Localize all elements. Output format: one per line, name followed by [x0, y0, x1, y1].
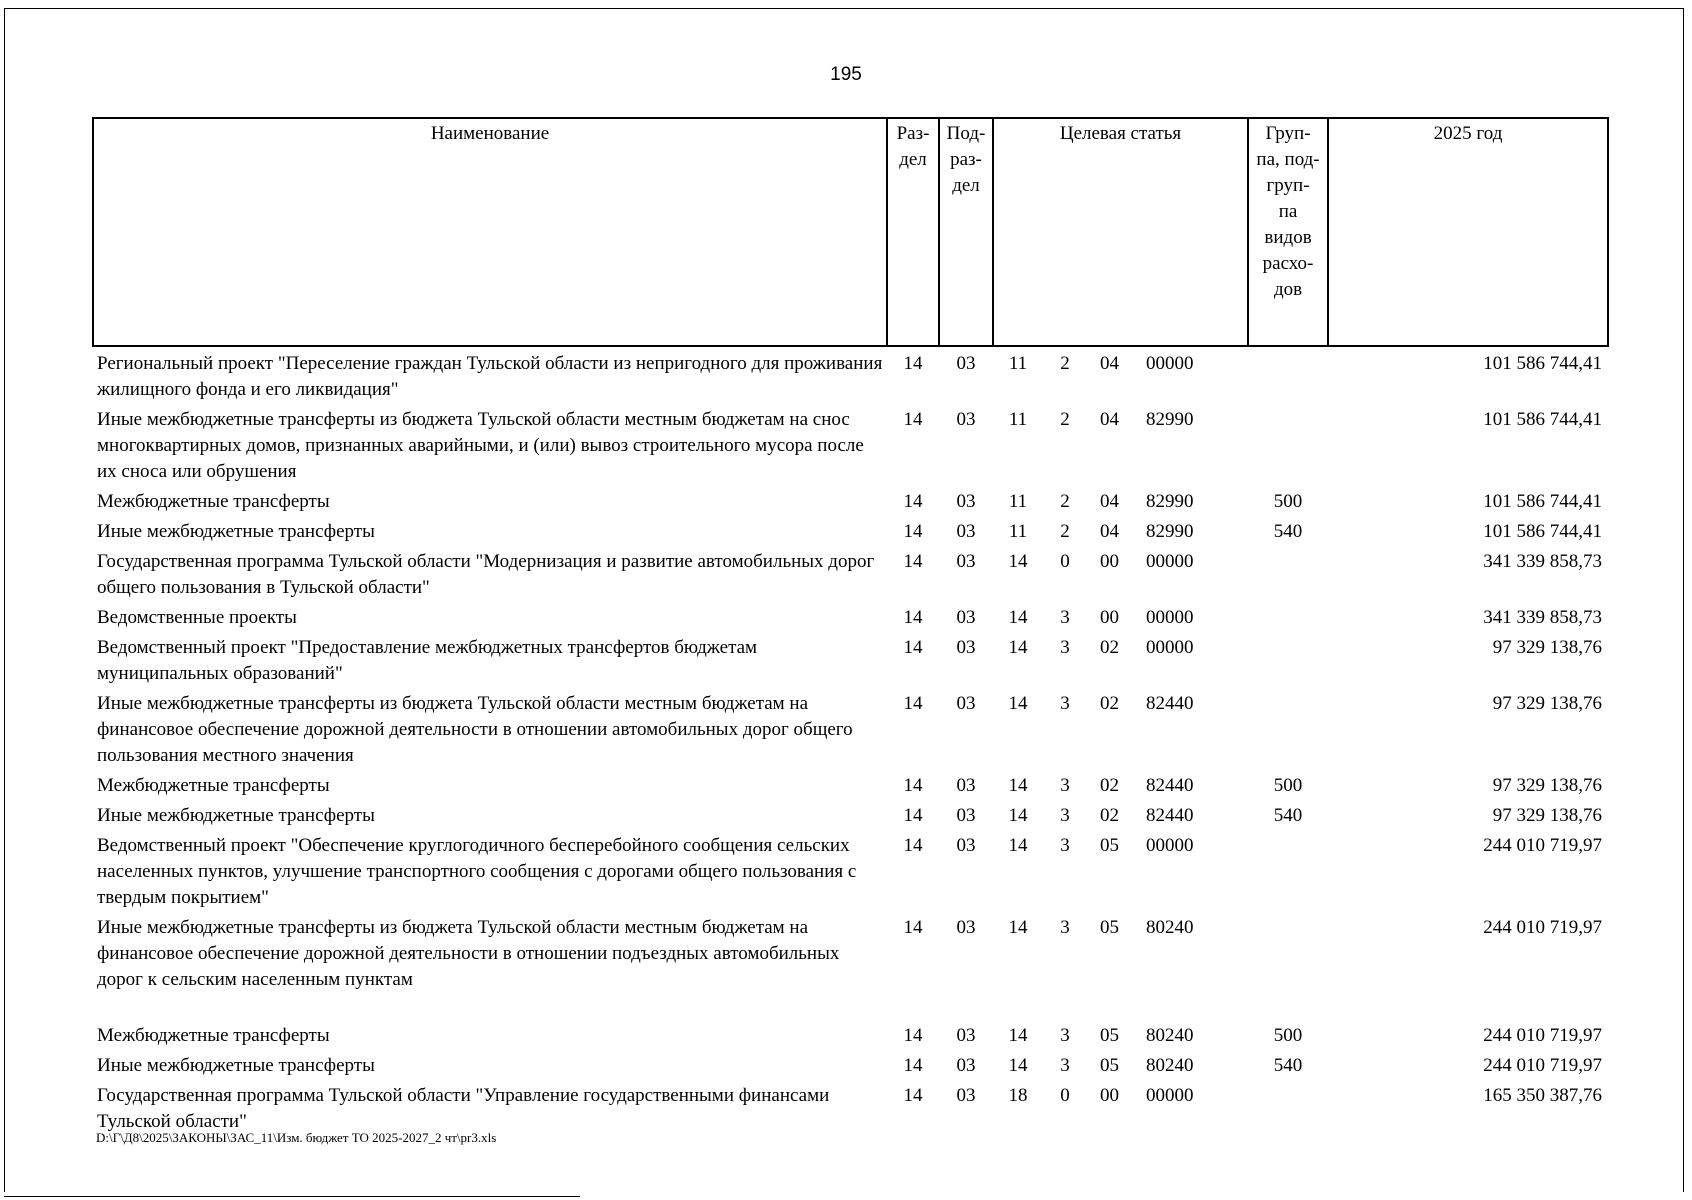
header-group-text: Груп- па, под- груп- па видов расхо- дов: [1256, 123, 1320, 300]
cell-razdel: 14: [903, 1025, 923, 1046]
cell-t3: 02: [1100, 693, 1119, 714]
cell-t4: 00000: [1146, 1085, 1194, 1106]
cell-t4: 80240: [1146, 1025, 1194, 1046]
cell-name: Ведомственный проект "Обеспечение круглогодичного бесперебойного сообщения сельских населенных пунктов, улучшение транспортного сообщения с дорогами общего пользования с твердым покрытием": [97, 835, 857, 908]
header-razdel-text: Раз- дел: [896, 123, 930, 170]
cell-podrazdel: 03: [956, 917, 976, 938]
header-name-text: Наименование: [430, 123, 550, 144]
cell-name: Межбюджетные трансферты: [97, 775, 330, 796]
table-row: [93, 913, 1608, 1021]
cell-t2: 2: [1060, 491, 1070, 512]
cell-group: [1248, 1081, 1328, 1137]
cell-t2: 0: [1060, 551, 1070, 572]
cell-group: 500: [1273, 775, 1303, 796]
cell-amount: 101 586 744,41: [1483, 409, 1603, 430]
cell-t1: 14: [1008, 835, 1028, 856]
budget-table: [92, 117, 1609, 1137]
cell-razdel: 14: [903, 917, 923, 938]
table-row: [93, 1051, 1608, 1081]
cell-group: [1248, 913, 1328, 1021]
cell-podrazdel: 03: [956, 693, 976, 714]
cell-amount: 341 339 858,73: [1483, 607, 1603, 628]
cell-name: Ведомственный проект "Предоставление межбюджетных трансфертов бюджетам муниципальных образований": [97, 637, 758, 684]
cell-podrazdel: 03: [956, 835, 976, 856]
cell-amount: 244 010 719,97: [1483, 917, 1603, 938]
cell-name: Государственная программа Тульской области "Управление государственными финансами Тульской области": [97, 1085, 830, 1132]
table-row: [93, 1021, 1608, 1051]
cell-group: 500: [1273, 491, 1303, 512]
bottom-rule: [4, 1196, 580, 1197]
table-row: [93, 346, 1608, 405]
table-row: [93, 405, 1608, 487]
header-podrazdel: [939, 118, 993, 346]
cell-t4: 80240: [1146, 1055, 1194, 1076]
cell-razdel: 14: [903, 409, 923, 430]
cell-t1: 14: [1008, 607, 1028, 628]
header-target: [993, 118, 1248, 346]
cell-amount: 97 329 138,76: [1492, 693, 1603, 714]
cell-razdel: 14: [903, 637, 923, 658]
cell-t1: 14: [1008, 1055, 1028, 1076]
cell-amount: 97 329 138,76: [1492, 775, 1603, 796]
cell-t3: 05: [1100, 835, 1119, 856]
cell-t4: 00000: [1146, 835, 1194, 856]
cell-podrazdel: 03: [956, 607, 976, 628]
cell-t2: 3: [1060, 607, 1070, 628]
cell-t2: 2: [1060, 353, 1070, 374]
table-row: [93, 689, 1608, 771]
cell-t1: 14: [1008, 775, 1028, 796]
cell-t2: 2: [1060, 409, 1070, 430]
cell-t1: 14: [1008, 805, 1028, 826]
cell-t3: 00: [1100, 607, 1119, 628]
cell-group: 500: [1273, 1025, 1303, 1046]
cell-t3: 02: [1100, 805, 1119, 826]
table-row: [93, 547, 1608, 603]
cell-podrazdel: 03: [956, 1085, 976, 1106]
cell-name: Межбюджетные трансферты: [97, 1025, 330, 1046]
cell-podrazdel: 03: [956, 637, 976, 658]
cell-podrazdel: 03: [956, 775, 976, 796]
table-header: [93, 118, 1608, 346]
table-row: [93, 771, 1608, 801]
header-razdel: [887, 118, 939, 346]
cell-t3: 04: [1100, 353, 1119, 374]
footer-file-path: D:\Г\Д8\2025\ЗАКОНЫ\ЗАС_11\Изм. бюджет ТО 2025-2027_2 чт\pr3.xls: [96, 1130, 497, 1145]
header-group: [1248, 118, 1328, 346]
cell-t3: 05: [1100, 1055, 1119, 1076]
cell-group: [1248, 633, 1328, 689]
cell-razdel: 14: [903, 693, 923, 714]
header-podrazdel-text: Под- раз- дел: [946, 123, 986, 196]
cell-t4: 00000: [1146, 353, 1194, 374]
cell-group: [1248, 831, 1328, 913]
cell-t4: 82990: [1146, 521, 1194, 542]
cell-t3: 02: [1100, 637, 1119, 658]
cell-t4: 00000: [1146, 551, 1194, 572]
table-row: [93, 517, 1608, 547]
cell-t4: 82440: [1146, 775, 1194, 796]
cell-group: 540: [1273, 805, 1303, 826]
cell-t4: 00000: [1146, 637, 1194, 658]
cell-razdel: 14: [903, 835, 923, 856]
cell-razdel: 14: [903, 1085, 923, 1106]
table-row: [93, 603, 1608, 633]
cell-group: [1248, 689, 1328, 771]
cell-t2: 3: [1060, 835, 1070, 856]
cell-name: Межбюджетные трансферты: [97, 491, 330, 512]
cell-t3: 04: [1100, 491, 1119, 512]
cell-t1: 11: [1008, 491, 1028, 512]
header-name: [93, 118, 887, 346]
cell-podrazdel: 03: [956, 491, 976, 512]
cell-t1: 14: [1008, 917, 1028, 938]
cell-t2: 2: [1060, 521, 1070, 542]
cell-razdel: 14: [903, 521, 923, 542]
cell-podrazdel: 03: [956, 353, 976, 374]
cell-razdel: 14: [903, 1055, 923, 1076]
cell-amount: 244 010 719,97: [1483, 1025, 1603, 1046]
cell-name: Иные межбюджетные трансферты из бюджета Тульской области местным бюджетам на финансовое обеспечение дорожной деятельности в отношении автомобильных дорог общего пользования местного значения: [97, 693, 853, 766]
cell-t4: 82990: [1146, 409, 1194, 430]
cell-amount: 101 586 744,41: [1483, 491, 1603, 512]
header-amount-text: 2025 год: [1433, 123, 1503, 144]
cell-t1: 14: [1008, 551, 1028, 572]
cell-podrazdel: 03: [956, 551, 976, 572]
header-target-text: Целевая статья: [1059, 123, 1182, 144]
cell-t3: 05: [1100, 1025, 1119, 1046]
cell-t2: 3: [1060, 1055, 1070, 1076]
cell-group: [1248, 603, 1328, 633]
cell-podrazdel: 03: [956, 805, 976, 826]
cell-t2: 3: [1060, 637, 1070, 658]
cell-amount: 97 329 138,76: [1492, 805, 1603, 826]
cell-t1: 11: [1008, 521, 1028, 542]
cell-razdel: 14: [903, 607, 923, 628]
cell-name: Иные межбюджетные трансферты: [97, 1055, 375, 1076]
page-number: 195: [830, 64, 862, 85]
cell-razdel: 14: [903, 805, 923, 826]
cell-group: 540: [1273, 521, 1303, 542]
cell-t1: 11: [1008, 353, 1028, 374]
cell-name: Иные межбюджетные трансферты из бюджета Тульской области местным бюджетам на снос многоквартирных домов, признанных аварийными, и (или) вывоз строительного мусора после их сноса или обрушения: [97, 409, 864, 482]
cell-amount: 165 350 387,76: [1483, 1085, 1603, 1106]
table-row: [93, 1081, 1608, 1137]
cell-razdel: 14: [903, 491, 923, 512]
cell-name: Иные межбюджетные трансферты: [97, 805, 375, 826]
cell-t1: 14: [1008, 693, 1028, 714]
cell-t3: 00: [1100, 551, 1119, 572]
cell-t1: 14: [1008, 1025, 1028, 1046]
cell-podrazdel: 03: [956, 409, 976, 430]
table-body: [93, 346, 1608, 1137]
cell-t3: 04: [1100, 409, 1119, 430]
cell-amount: 341 339 858,73: [1483, 551, 1603, 572]
cell-t4: 82440: [1146, 805, 1194, 826]
cell-t1: 18: [1008, 1085, 1028, 1106]
cell-t4: 82440: [1146, 693, 1194, 714]
cell-name: Региональный проект "Переселение граждан Тульской области из непригодного для проживания жилищного фонда и его ликвидация": [97, 353, 883, 400]
cell-t2: 3: [1060, 917, 1070, 938]
cell-t2: 3: [1060, 1025, 1070, 1046]
cell-t3: 05: [1100, 917, 1119, 938]
cell-amount: 97 329 138,76: [1492, 637, 1603, 658]
cell-amount: 101 586 744,41: [1483, 521, 1603, 542]
table-row: [93, 487, 1608, 517]
cell-name: Иные межбюджетные трансферты из бюджета Тульской области местным бюджетам на финансовое обеспечение дорожной деятельности в отношении подъездных автомобильных дорог к сельским населенным пунктам: [97, 917, 840, 990]
cell-amount: 101 586 744,41: [1483, 353, 1603, 374]
cell-t4: 80240: [1146, 917, 1194, 938]
cell-amount: 244 010 719,97: [1483, 835, 1603, 856]
table-row: [93, 633, 1608, 689]
cell-podrazdel: 03: [956, 521, 976, 542]
table-row: [93, 801, 1608, 831]
cell-podrazdel: 03: [956, 1055, 976, 1076]
cell-t3: 04: [1100, 521, 1119, 542]
cell-razdel: 14: [903, 353, 923, 374]
cell-t2: 3: [1060, 693, 1070, 714]
cell-name: Государственная программа Тульской области "Модернизация и развитие автомобильных дорог общего пользования в Тульской области": [97, 551, 875, 598]
cell-razdel: 14: [903, 551, 923, 572]
cell-t3: 00: [1100, 1085, 1119, 1106]
cell-t1: 14: [1008, 637, 1028, 658]
cell-amount: 244 010 719,97: [1483, 1055, 1603, 1076]
cell-t4: 00000: [1146, 607, 1194, 628]
cell-t2: 3: [1060, 775, 1070, 796]
cell-t4: 82990: [1146, 491, 1194, 512]
cell-t3: 02: [1100, 775, 1119, 796]
cell-razdel: 14: [903, 775, 923, 796]
cell-group: [1248, 547, 1328, 603]
header-amount: [1328, 118, 1608, 346]
table-row: [93, 831, 1608, 913]
cell-t2: 3: [1060, 805, 1070, 826]
cell-podrazdel: 03: [956, 1025, 976, 1046]
cell-name: Ведомственные проекты: [97, 607, 297, 628]
cell-group: [1248, 346, 1328, 405]
cell-t1: 11: [1008, 409, 1028, 430]
cell-group: [1248, 405, 1328, 487]
cell-name: Иные межбюджетные трансферты: [97, 521, 375, 542]
cell-group: 540: [1273, 1055, 1303, 1076]
cell-t2: 0: [1060, 1085, 1070, 1106]
